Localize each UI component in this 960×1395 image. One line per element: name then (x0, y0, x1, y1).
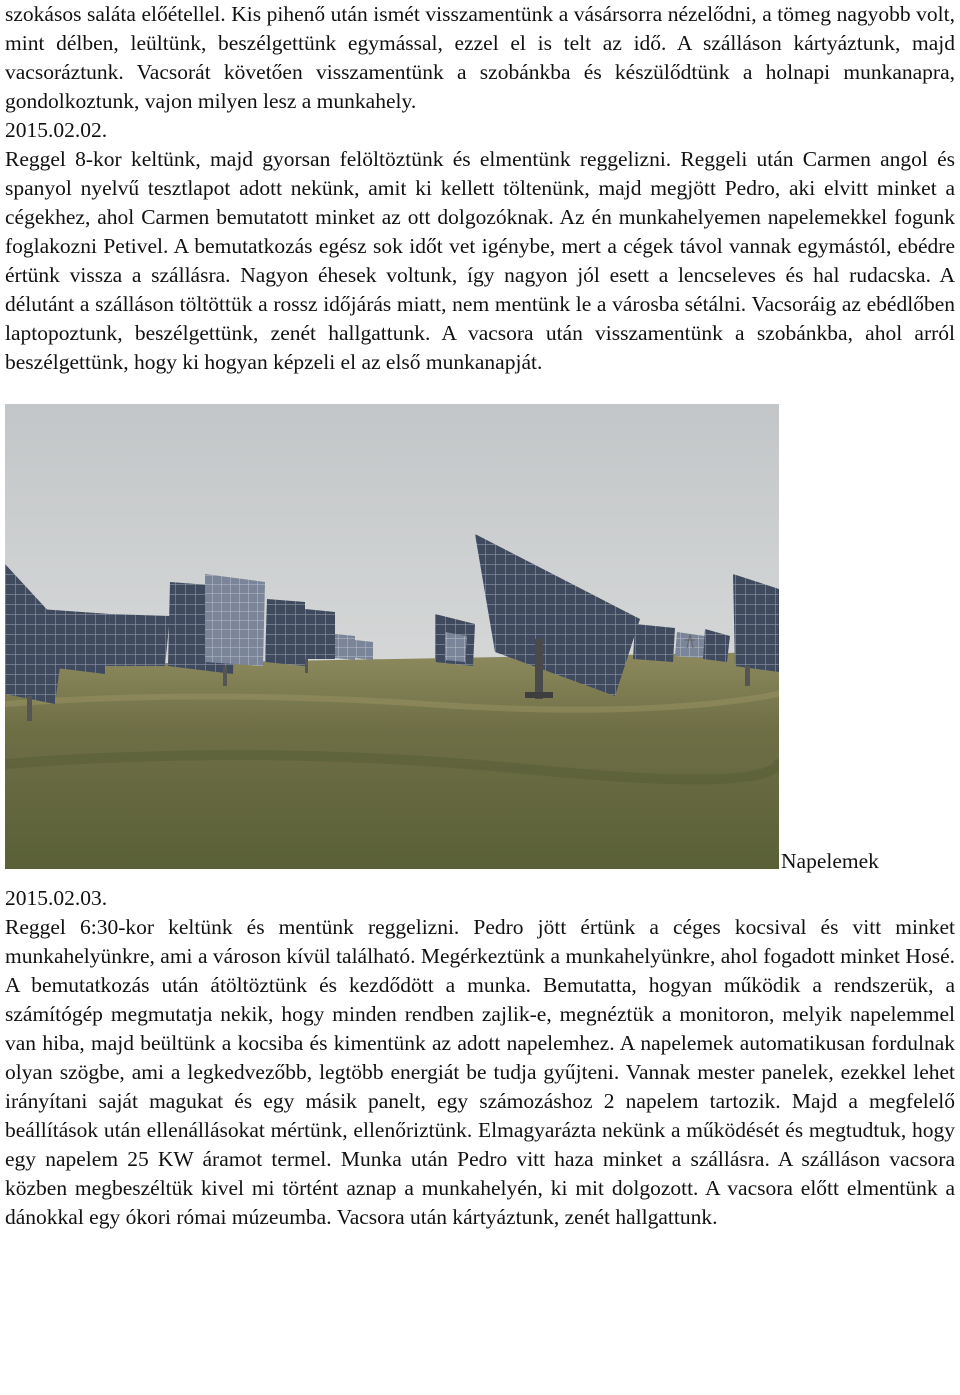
entry-text-1: Reggel 8-kor keltünk, majd gyorsan felöltöztünk és elmentünk reggelizni. Reggeli után Carmen angol és spanyol nyelvű tesztlapot adott nekünk, amit ki kellett töltenünk, majd megjött Pedro, aki elvitt minket a cégekhez, ahol Carmen bemutatott minket az ott dolgozóknak. Az én munkahelyemen napelemekkel fogunk foglakozni Petivel. A bemutatkozás egész sok időt vet igénybe, mert a cégek távol vannak egymástól, ebédre értünk vissza a szállásra. Nagyon éhesek voltunk, így nagyon jól esett a lencseleves és hal rudacska. A délutánt a szálláson töltöttük a rossz időjárás miatt, nem mentünk le a városba sétálni. Vacsoráig az ebédlőben laptopoztunk, beszélgettünk, zenét hallgattunk. A vacsora után visszamentünk a szobánkba, ahol arról beszélgettünk, hogy ki hogyan képzeli el az első munkanapját. (5, 147, 955, 374)
entry-date-1: 2015.02.02. (5, 118, 108, 142)
solar-panels-photo (5, 404, 779, 869)
entry-date-2: 2015.02.03. (5, 886, 108, 910)
entry-text-2: Reggel 6:30-kor keltünk és mentünk reggelizni. Pedro jött értünk a céges kocsival és vitt minket munkahelyünkre, ami a városon kívül található. Megérkeztünk a munkahelyünkre, ahol fogadott minket Hosé. A bemutatkozás után átöltöztünk és kezdődött a munka. Bemutatta, hogyan működik a rendszerük, a számítógép megmutatja nekik, hogy minden rendben zajlik-e, megnéztük a monitoron, melyik napelemmel van hiba, majd beültünk a kocsiba és kimentünk az adott napelemhez. A napelemek automatikusan fordulnak olyan szögbe, ami a legkedvezőbb, legtöbb energiát be tudja gyűjteni. Vannak mester panelek, ezekkel lehet irányítani saját magukat és egy másik panelt, egy számozáshoz 2 napelem tartozik. Majd a megfelelő beállítások után ellenállásokat mértünk, ellenőriztünk. Elmagyarázta nekünk a működését és megtudtuk, hogy egy napelem 25 KW áramot termel. Munka után Pedro vitt haza minket a szállásra. A szálláson vacsora közben megbeszéltük kivel mi történt aznap a munkahelyén, ki mit dolgozott. A vacsora előtt elmentünk a dánokkal egy ókori római múzeumba. Vacsora után kártyáztunk, zenét hallgattunk. (5, 915, 955, 1229)
solar-panel-figure (5, 404, 955, 884)
document-page (5, 0, 955, 1232)
intro-paragraph: szokásos saláta előétellel. Kis pihenő után ismét visszamentünk a vásársorra nézelődni, a tömeg nagyobb volt, mint délben, leültünk, beszélgettünk egymással, ezzel el is telt az idő. A szálláson kártyáztunk, majd vacsoráztunk. Vacsorát követően visszamentünk a szobánkba és készülődtünk a holnapi munkanapra, gondolkoztunk, vajon milyen lesz a munkahely. (5, 2, 955, 113)
figure-caption: Napelemek (781, 849, 879, 873)
